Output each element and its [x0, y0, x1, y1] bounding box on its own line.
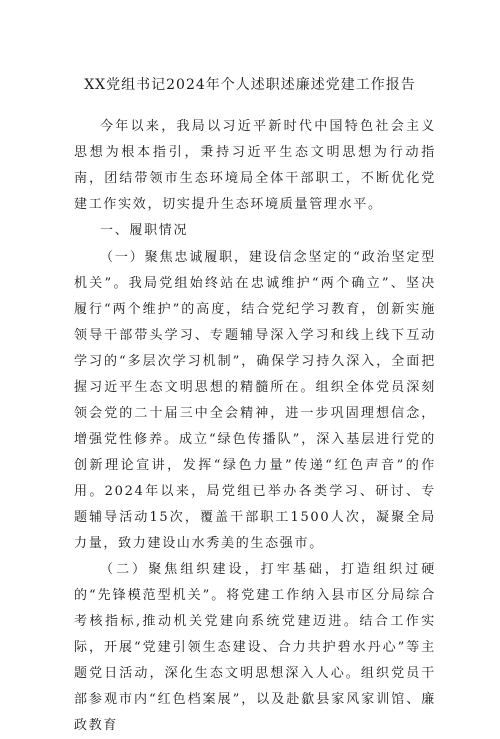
intro-paragraph: 今年以来，我局以习近平新时代中国特色社会主义思想为根本指引，秉持习近平生态文明思想为行动指南，团结带领市生态环境局全体干部职工，不断优化党建工作实效，切实提升生态环境质量管理水平。: [74, 119, 436, 212]
section-heading: 一、履职情况: [100, 223, 189, 238]
paragraph-2: （二）聚焦组织建设，打牢基础，打造组织过硬的“先锋模范型机关”。将党建工作纳入县市区分局综合考核指标,推动机关党建向系统党建迈进。结合工作实际，开展“党建引领生态建设、合力共护碧水丹心”等主题党日活动，深化生态文明思想深入人心。组织党员干部参观市内“红色档案展”，以及赴歙县家风家训馆、廉政教育: [74, 562, 436, 733]
document-body: [74, 114, 436, 739]
paragraph-1: （一）聚焦忠诚履职，建设信念坚定的“政治坚定型机关”。我局党组始终站在忠诚维护“两个确立”、坚决履行“两个维护”的高度，结合党纪学习教育，创新实施领导干部带头学习、专题辅导深入学习和线上线下互动学习的“多层次学习机制”，确保学习持久深入，全面把握习近平生态文明思想的精髓所在。组织全体党员深刻领会党的二十届三中全会精神，进一步巩固理想信念，增强党性修养。成立“绿色传播队”，深入基层进行党的创新理论宣讲，发挥“绿色力量”传递“红色声音”的作用。2024年以来，局党组已举办各类学习、研讨、专题辅导活动15次，覆盖干部职工1500人次，凝聚全局力量，致力建设山水秀美的生态强市。: [74, 250, 436, 551]
document-title: XX党组书记2024年个人述职述廉述党建工作报告: [84, 77, 416, 93]
